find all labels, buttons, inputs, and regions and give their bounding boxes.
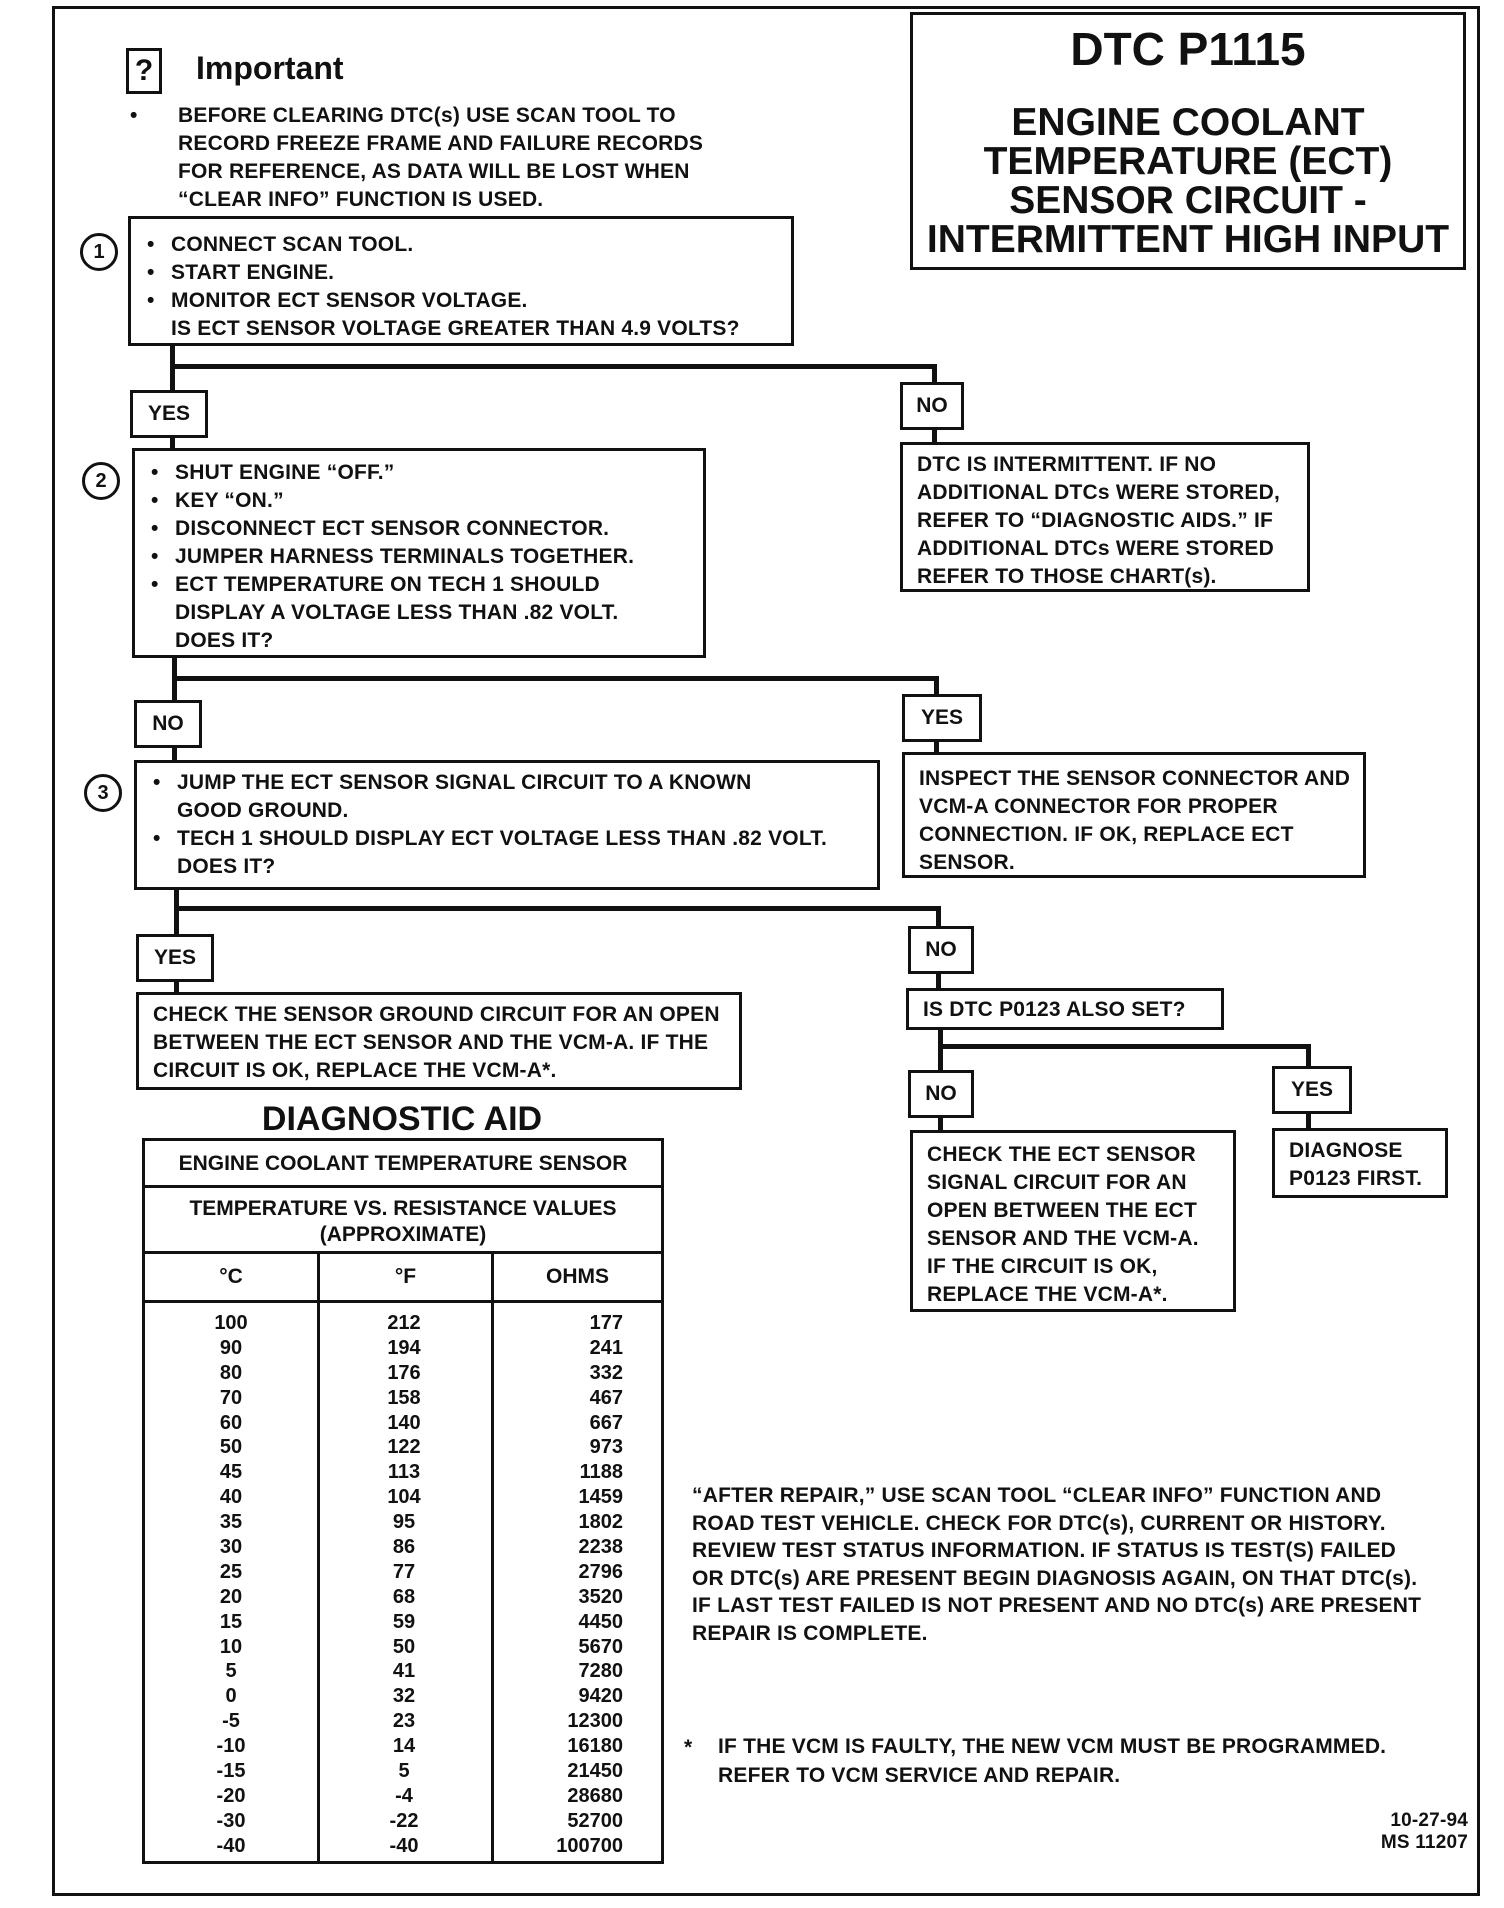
after-repair-note: “AFTER REPAIR,” USE SCAN TOOL “CLEAR INFO” FUNCTION AND ROAD TEST VEHICLE. CHECK FOR DTC(s), CURRENT OR HISTORY. REVIEW TEST STATUS INFORMATION. IF STATUS IS TEST(S) FAILED OR DTC(s) ARE PRESENT BEGIN DIAGNOSIS AGAIN, ON THAT DTC(s). IF LAST TEST FAILED IS NOT PRESENT AND NO DTC(s) ARE PRESENT REPAIR IS COMPLETE.: [692, 1484, 1422, 1645]
label-no-1: NO: [900, 382, 964, 430]
diagnostic-aid-table: [142, 1138, 664, 1864]
cell-celsius: 100: [214, 1312, 248, 1334]
result-inspect: INSPECT THE SENSOR CONNECTOR AND VCM-A CONNECTOR FOR PROPER CONNECTION. IF OK, REPLACE ECT SENSOR.: [902, 752, 1366, 878]
cell-ohms: 2238: [578, 1536, 623, 1559]
table-row: [145, 1485, 661, 1510]
step-3-question: DOES IT?: [177, 855, 276, 878]
cell-fahrenheit: 68: [392, 1585, 416, 1608]
cell-ohms: 52700: [567, 1809, 623, 1832]
cell-fahrenheit: 32: [392, 1685, 416, 1708]
cell-celsius: -30: [216, 1809, 246, 1832]
title-line-4: INTERMITTENT HIGH INPUT: [926, 218, 1450, 261]
step-3-item: • JUMP THE ECT SENSOR SIGNAL CIRCUIT TO A KNOWN GOOD GROUND.: [149, 769, 797, 825]
title-box: [910, 12, 1466, 270]
footer-ms: MS 11207: [1380, 1832, 1468, 1853]
cell-celsius: 70: [219, 1386, 243, 1409]
cell-fahrenheit: 14: [392, 1735, 416, 1758]
cell-fahrenheit: 59: [392, 1610, 416, 1633]
result-intermittent: DTC IS INTERMITTENT. IF NO ADDITIONAL DTCs WERE STORED, REFER TO “DIAGNOSTIC AIDS.” IF ADDITIONAL DTCs WERE STORED REFER TO THOSE CHART(s).: [900, 442, 1310, 592]
table-row: [145, 1311, 661, 1336]
cell-ohms: 1459: [578, 1486, 623, 1509]
result-check-signal: CHECK THE ECT SENSOR SIGNAL CIRCUIT FOR AN OPEN BETWEEN THE ECT SENSOR AND THE VCM-A. IF THE CIRCUIT IS OK, REPLACE THE VCM-A*.: [910, 1130, 1236, 1312]
cell-fahrenheit: 50: [392, 1635, 416, 1658]
cell-fahrenheit: -4: [395, 1784, 413, 1807]
question-p0123: IS DTC P0123 ALSO SET?: [906, 988, 1224, 1030]
result-check-ground: CHECK THE SENSOR GROUND CIRCUIT FOR AN OPEN BETWEEN THE ECT SENSOR AND THE VCM-A. IF THE CIRCUIT IS OK, REPLACE THE VCM-A*.: [136, 992, 742, 1090]
step-2-box: [132, 448, 706, 658]
cell-fahrenheit: -40: [389, 1834, 419, 1857]
cell-celsius: 0: [225, 1685, 237, 1708]
cell-ohms: 3520: [578, 1585, 623, 1608]
cell-ohms: 100700: [556, 1834, 623, 1857]
step-2-item: • DISCONNECT ECT SENSOR CONNECTOR.: [147, 515, 693, 543]
table-row: [145, 1336, 661, 1361]
step-2-number: 2: [82, 462, 120, 500]
footnote-text: IF THE VCM IS FAULTY, THE NEW VCM MUST BE PROGRAMMED. REFER TO VCM SERVICE AND REPAIR.: [718, 1735, 1387, 1787]
cell-ohms: 4450: [578, 1610, 623, 1633]
cell-fahrenheit: 23: [392, 1710, 416, 1733]
label-no-3: NO: [908, 926, 974, 974]
title-line-1: ENGINE COOLANT: [1011, 101, 1365, 144]
cell-ohms: 2796: [578, 1560, 623, 1583]
important-text: • BEFORE CLEARING DTC(s) USE SCAN TOOL TO RECORD FREEZE FRAME AND FAILURE RECORDS FOR REFERENCE, AS DATA WILL BE LOST WHEN “CLEAR INFO” FUNCTION IS USED.: [130, 104, 704, 211]
step-2-item: • SHUT ENGINE “OFF.”: [147, 459, 693, 487]
cell-ohms: 7280: [578, 1660, 623, 1683]
cell-ohms: 1802: [578, 1511, 623, 1534]
cell-celsius: 45: [219, 1461, 243, 1484]
cell-celsius: 50: [219, 1436, 243, 1459]
table-row: [145, 1361, 661, 1386]
cell-celsius: 80: [219, 1361, 243, 1384]
label-yes-1: YES: [130, 390, 208, 438]
cell-fahrenheit: -22: [389, 1809, 419, 1832]
cell-fahrenheit: 104: [387, 1486, 421, 1509]
cell-fahrenheit: 86: [392, 1536, 416, 1559]
col-header-celsius: °C: [145, 1254, 320, 1300]
footer-date: 10-27-94: [1390, 1810, 1468, 1831]
title-line-3: SENSOR CIRCUIT -: [1009, 179, 1367, 222]
cell-ohms: 5670: [578, 1635, 623, 1658]
col-header-ohms: OHMS: [546, 1265, 609, 1288]
important-heading: Important: [196, 50, 344, 86]
table-row: [145, 1709, 661, 1734]
step-1-box: [128, 216, 794, 346]
label-yes-2: YES: [902, 694, 982, 742]
diagnostic-aid-heading: DIAGNOSTIC AID: [261, 1100, 543, 1138]
cell-ohms: 332: [589, 1361, 623, 1384]
cell-fahrenheit: 158: [387, 1386, 421, 1409]
cell-ohms: 21450: [567, 1760, 623, 1783]
cell-ohms: 177: [589, 1312, 623, 1334]
cell-ohms: 12300: [567, 1710, 623, 1733]
cell-fahrenheit: 194: [387, 1336, 421, 1359]
cell-fahrenheit: 95: [392, 1511, 416, 1534]
step-1-item: • START ENGINE.: [143, 259, 781, 287]
table-row: [145, 1460, 661, 1485]
table-subtitle-1: TEMPERATURE VS. RESISTANCE VALUES: [189, 1197, 617, 1220]
table-row: [145, 1560, 661, 1585]
dtc-code: DTC P1115: [1070, 23, 1306, 75]
cell-ohms: 241: [589, 1336, 623, 1359]
cell-fahrenheit: 122: [387, 1436, 421, 1459]
label-no-4: NO: [908, 1070, 974, 1118]
step-3-box: [134, 760, 880, 890]
table-row: [145, 1834, 661, 1859]
table-row: [145, 1510, 661, 1535]
cell-celsius: 40: [219, 1486, 243, 1509]
table-title: ENGINE COOLANT TEMPERATURE SENSOR: [145, 1141, 661, 1188]
cell-celsius: -40: [216, 1834, 246, 1857]
table-subtitle-2: (APPROXIMATE): [319, 1223, 487, 1246]
step-3-number: 3: [84, 774, 122, 812]
table-row: [145, 1684, 661, 1709]
table-row: [145, 1759, 661, 1784]
cell-ohms: 973: [589, 1436, 623, 1459]
step-3-item: • TECH 1 SHOULD DISPLAY ECT VOLTAGE LESS THAN .82 VOLT.: [149, 825, 867, 853]
table-row: [145, 1535, 661, 1560]
result-diagnose: DIAGNOSE P0123 FIRST.: [1272, 1128, 1448, 1198]
table-row: [145, 1734, 661, 1759]
table-row: [145, 1784, 661, 1809]
cell-ohms: 467: [589, 1386, 623, 1409]
step-2-question: DOES IT?: [175, 629, 274, 652]
table-row: [145, 1386, 661, 1411]
table-row: [145, 1659, 661, 1684]
cell-ohms: 667: [589, 1411, 623, 1434]
important-icon: ?: [126, 48, 162, 94]
label-no-2: NO: [134, 700, 202, 748]
table-row: [145, 1635, 661, 1660]
cell-celsius: 10: [219, 1635, 243, 1658]
cell-fahrenheit: 113: [387, 1461, 421, 1484]
footnote-marker: *: [684, 1736, 693, 1759]
title-line-2: TEMPERATURE (ECT): [983, 140, 1393, 183]
step-1-question: IS ECT SENSOR VOLTAGE GREATER THAN 4.9 VOLTS?: [171, 317, 740, 340]
cell-fahrenheit: 5: [398, 1760, 410, 1783]
cell-celsius: 5: [225, 1660, 237, 1683]
cell-celsius: 60: [219, 1411, 243, 1434]
cell-celsius: 90: [219, 1336, 243, 1359]
cell-ohms: 16180: [567, 1735, 623, 1758]
cell-fahrenheit: 176: [387, 1361, 421, 1384]
cell-celsius: 30: [219, 1536, 243, 1559]
step-1-item: • CONNECT SCAN TOOL.: [143, 231, 781, 259]
cell-ohms: 28680: [567, 1784, 623, 1807]
cell-fahrenheit: 212: [387, 1312, 421, 1334]
cell-celsius: 15: [219, 1610, 243, 1633]
cell-celsius: -15: [216, 1760, 246, 1783]
label-yes-4: YES: [1272, 1066, 1352, 1114]
cell-celsius: 35: [219, 1511, 243, 1534]
cell-celsius: -10: [216, 1735, 246, 1758]
cell-celsius: -5: [222, 1710, 240, 1733]
cell-ohms: 9420: [578, 1685, 623, 1708]
cell-celsius: 25: [219, 1560, 243, 1583]
label-yes-3: YES: [136, 934, 214, 982]
table-row: [145, 1809, 661, 1834]
step-1-item: • MONITOR ECT SENSOR VOLTAGE.: [143, 287, 781, 315]
step-1-number: 1: [80, 233, 118, 271]
cell-fahrenheit: 140: [387, 1411, 421, 1434]
table-row: [145, 1411, 661, 1436]
table-row: [145, 1585, 661, 1610]
table-row: [145, 1435, 661, 1460]
cell-celsius: -20: [216, 1784, 246, 1807]
table-row: [145, 1610, 661, 1635]
cell-fahrenheit: 77: [392, 1560, 416, 1583]
cell-celsius: 20: [219, 1585, 243, 1608]
step-2-item: • JUMPER HARNESS TERMINALS TOGETHER.: [147, 543, 693, 571]
step-2-item: • ECT TEMPERATURE ON TECH 1 SHOULD DISPLAY A VOLTAGE LESS THAN .82 VOLT.: [147, 571, 693, 627]
cell-fahrenheit: 41: [392, 1660, 416, 1683]
cell-ohms: 1188: [579, 1461, 623, 1484]
step-2-item: • KEY “ON.”: [147, 487, 693, 515]
col-header-fahrenheit: °F: [320, 1254, 494, 1300]
